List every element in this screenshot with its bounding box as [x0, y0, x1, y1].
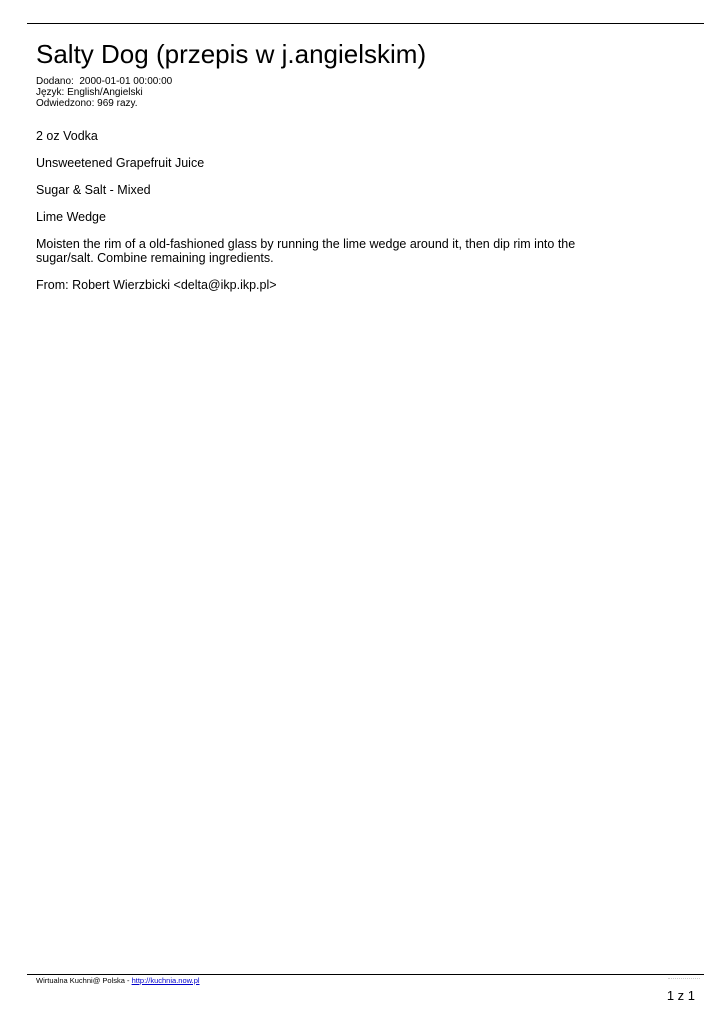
recipe-author: From: Robert Wierzbicki <delta@ikp.ikp.pl> [36, 278, 277, 292]
language: Język: English/Angielski [36, 87, 143, 98]
added-date: Dodano: 2000-01-01 00:00:00 [36, 76, 173, 87]
page-indicator: 1 z 1 [666, 988, 695, 1003]
ingredient-sugar-salt: Sugar & Salt - Mixed [36, 183, 151, 197]
header-divider [27, 23, 704, 24]
footer-credit [36, 976, 200, 985]
footer-mark [668, 978, 700, 979]
ingredient-vodka: 2 oz Vodka [36, 129, 98, 143]
recipe-body [36, 129, 596, 305]
ingredient-grapefruit-juice: Unsweetened Grapefruit Juice [36, 156, 205, 170]
footer-divider [27, 974, 704, 975]
recipe-meta [36, 76, 172, 109]
footer-site-link[interactable]: http://kuchnia.now.pl [131, 976, 200, 985]
recipe-instructions: Moisten the rim of a old-fashioned glass by running the lime wedge around it, then dip rim into the sugar/salt. Combine remaining ingredients. [36, 237, 576, 265]
page-title: Salty Dog (przepis w j.angielskim) [36, 39, 427, 69]
footer-site-name: Wirtualna Kuchni@ Polska - [36, 976, 132, 985]
ingredient-lime-wedge: Lime Wedge [36, 210, 106, 224]
visit-count: Odwiedzono: 969 razy. [36, 98, 138, 109]
